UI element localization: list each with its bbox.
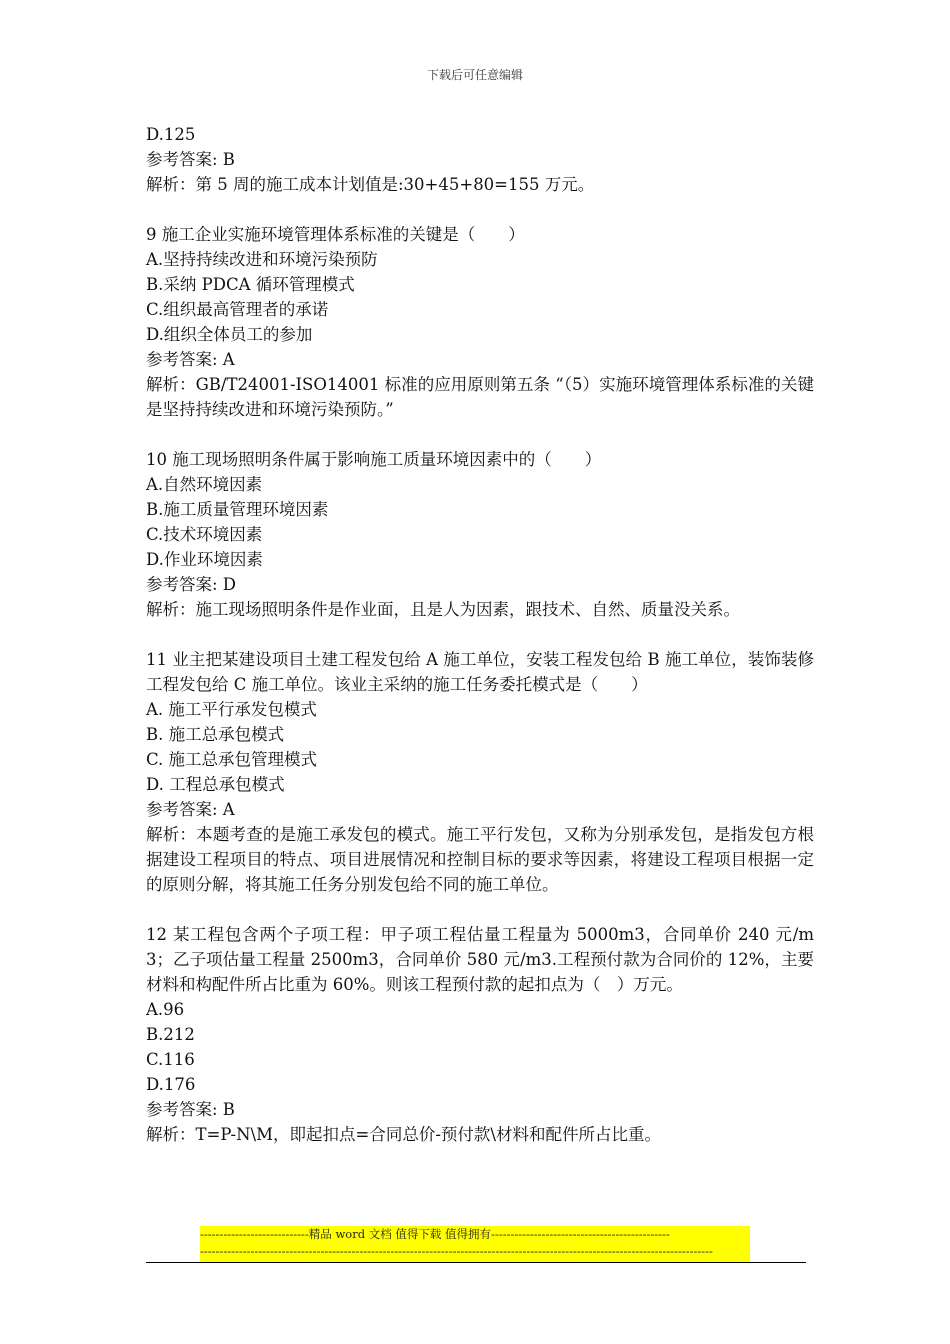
q8-explanation: 解析：第 5 周的施工成本计划值是:30+45+80=155 万元。 xyxy=(146,175,595,194)
footer-banner xyxy=(200,1226,750,1262)
q11-answer: 参考答案: A xyxy=(146,800,235,819)
q9-option-a: A.坚持持续改进和环境污染预防 xyxy=(146,250,378,269)
q12-answer: 参考答案: B xyxy=(146,1100,235,1119)
q9-option-c: C.组织最高管理者的承诺 xyxy=(146,300,329,319)
spacer xyxy=(146,422,814,447)
footer-banner-line-1: ----------------------------精品 word 文档 值得下载 值得拥有---------------------------------------------- xyxy=(200,1227,670,1241)
q11-option-c: C. 施工总承包管理模式 xyxy=(146,750,318,769)
spacer xyxy=(146,897,814,922)
q9-answer: 参考答案: A xyxy=(146,350,235,369)
page-header: 下载后可任意编辑 xyxy=(426,68,523,82)
document-body xyxy=(146,122,814,1147)
q10-option-b: B.施工质量管理环境因素 xyxy=(146,500,329,519)
q8-option-d: D.125 xyxy=(146,125,196,144)
q12-explanation: 解析：T=P-N\M，即起扣点=合同总价-预付款\材料和配件所占比重。 xyxy=(146,1125,661,1144)
q10-option-c: C.技术环境因素 xyxy=(146,525,263,544)
spacer xyxy=(146,622,814,647)
q10-option-a: A.自然环境因素 xyxy=(146,475,263,494)
q10-option-d: D.作业环境因素 xyxy=(146,550,263,569)
q11-option-b: B. 施工总承包模式 xyxy=(146,725,285,744)
q9-option-b: B.采纳 PDCA 循环管理模式 xyxy=(146,275,355,294)
q12-option-d: D.176 xyxy=(146,1075,196,1094)
q8-answer: 参考答案: B xyxy=(146,150,235,169)
q10-stem: 10 施工现场照明条件属于影响施工质量环境因素中的（ ） xyxy=(146,450,602,469)
spacer xyxy=(146,197,814,222)
q9-option-d: D.组织全体员工的参加 xyxy=(146,325,313,344)
q10-answer: 参考答案: D xyxy=(146,575,237,594)
q12-option-a: A.96 xyxy=(146,1000,185,1019)
q12-option-b: B.212 xyxy=(146,1025,195,1044)
q10-explanation: 解析：施工现场照明条件是作业面，且是人为因素，跟技术、自然、质量没关系。 xyxy=(146,600,740,619)
q9-stem: 9 施工企业实施环境管理体系标准的关键是（ ） xyxy=(146,225,525,244)
footer-divider xyxy=(146,1262,806,1263)
q12-stem: 12 某工程包含两个子项工程：甲子项工程估量工程量为 5000m3，合同单价 240 元/m3；乙子项估量工程量 2500m3，合同单价 580 元/m3.工程预付款为合同价的 12%，主要材料和构配件所占比重为 60%。则该工程预付款的起扣点为（ ）万元。 xyxy=(146,925,814,994)
footer-banner-line-2: ------------------------------------------------------------------------------------------------------------------------------------ xyxy=(200,1244,713,1258)
q12-option-c: C.116 xyxy=(146,1050,195,1069)
q9-explanation: 解析：GB/T24001-ISO14001 标准的应用原则第五条 “（5）实施环境管理体系标准的关键是坚持持续改进和环境污染预防。” xyxy=(146,375,814,419)
q11-option-a: A. 施工平行承发包模式 xyxy=(146,700,317,719)
q11-explanation: 解析：本题考查的是施工承发包的模式。施工平行发包，又称为分别承发包，是指发包方根据建设工程项目的特点、项目进展情况和控制目标的要求等因素，将建设工程项目根据一定的原则分解，将其施工任务分别发包给不同的施工单位。 xyxy=(146,825,814,894)
q11-option-d: D. 工程总承包模式 xyxy=(146,775,285,794)
q11-stem: 11 业主把某建设项目土建工程发包给 A 施工单位，安装工程发包给 B 施工单位，装饰装修工程发包给 C 施工单位。该业主采纳的施工任务委托模式是（ ） xyxy=(146,650,814,694)
